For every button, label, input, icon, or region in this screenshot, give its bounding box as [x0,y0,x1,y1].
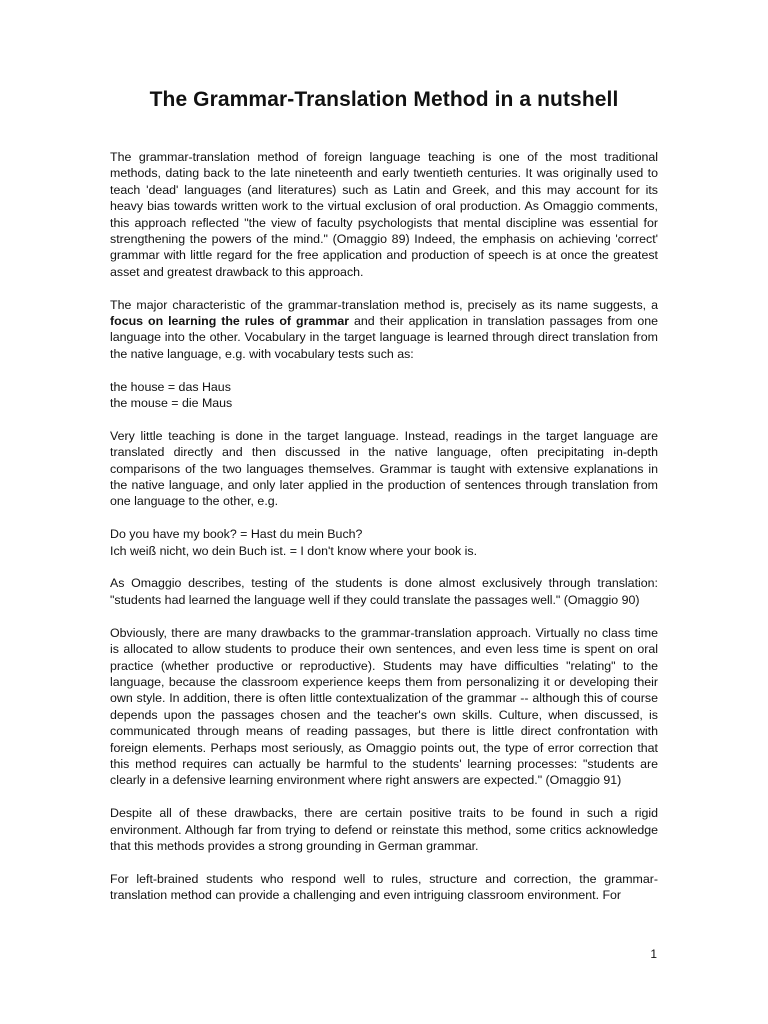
paragraph-positive-traits: Despite all of these drawbacks, there are certain positive traits to be found in such a rigid environment. Although far from trying to defend or reinstate this method, some critics acknowledge that this methods provides a strong grounding in German grammar. [110,806,658,853]
vocabulary-example [110,379,658,412]
example-line: the mouse = die Maus [110,396,233,411]
paragraph-text: and their application in translation passages from one language into the other. Vocabulary in the target language is learned through direct translation from the native language, e.g. with vocabulary tests such as: [110,314,658,361]
document-title: The Grammar-Translation Method in a nutshell [149,88,619,111]
example-line: the house = das Haus [110,379,231,394]
paragraph-drawbacks: Obviously, there are many drawbacks to the grammar-translation approach. Virtually no class time is allocated to allow students to produce their own sentences, and even less time is spent on oral practice (whether productive or reproductive). Students may have difficulties "relating" to the language, because the classroom experience keeps them from personalizing it or developing their own style. In addition, there is often little contextualization of the grammar -- although this of course depends upon the passages chosen and the teacher's own skills. Culture, when discussed, is communicated through means of reading passages, but there is little direct confrontation with foreign elements. Perhaps most seriously, as Omaggio points out, the type of error correction that this method requires can actually be harmful to the students' learning processes: "students are clearly in a defensive learning environment where right answers are expected." (Omaggio 91) [110,625,658,788]
paragraph-target-language: Very little teaching is done in the target language. Instead, readings in the target language are translated directly and then discussed in the native language, often precipitating in-depth comparisons of the two languages themselves. Grammar is taught with extensive explanations in the native language, and only later applied in the production of sentences through translation from one language to the other, e.g. [110,428,658,509]
example-line: Ich weiß nicht, wo dein Buch ist. = I don't know where your book is. [110,543,478,558]
paragraph-intro: The grammar-translation method of foreign language teaching is one of the most traditional methods, dating back to the late nineteenth and early twentieth centuries. It was originally used to teach 'dead' languages (and literatures) such as Latin and Greek, and this may account for its heavy bias towards written work to the virtual exclusion of oral production. As Omaggio comments, this approach reflected "the view of faculty psychologists that mental discipline was essential for strengthening the powers of the mind." (Omaggio 89) Indeed, the emphasis on achieving 'correct' grammar with little regard for the free application and production of speech is at once the greatest asset and greatest drawback to this approach. [110,150,658,279]
paragraph-left-brained: For left-brained students who respond well to rules, structure and correction, the grammar-translation method can provide a challenging and even intriguing classroom environment. For [110,871,658,903]
paragraph-text: The major characteristic of the grammar-translation method is, precisely as its name suggests, a [110,297,658,312]
document-body [110,149,658,920]
paragraph-testing: As Omaggio describes, testing of the students is done almost exclusively through translation: "students had learned the language well if they could translate the passages well." (Omaggio 90) [110,576,658,607]
page-number: 1 [650,947,657,961]
paragraph-major-characteristic [110,297,658,363]
example-line: Do you have my book? = Hast du mein Buch? [110,527,363,542]
sentence-example [110,526,658,559]
bold-phrase: focus on learning the rules of grammar [110,314,350,329]
